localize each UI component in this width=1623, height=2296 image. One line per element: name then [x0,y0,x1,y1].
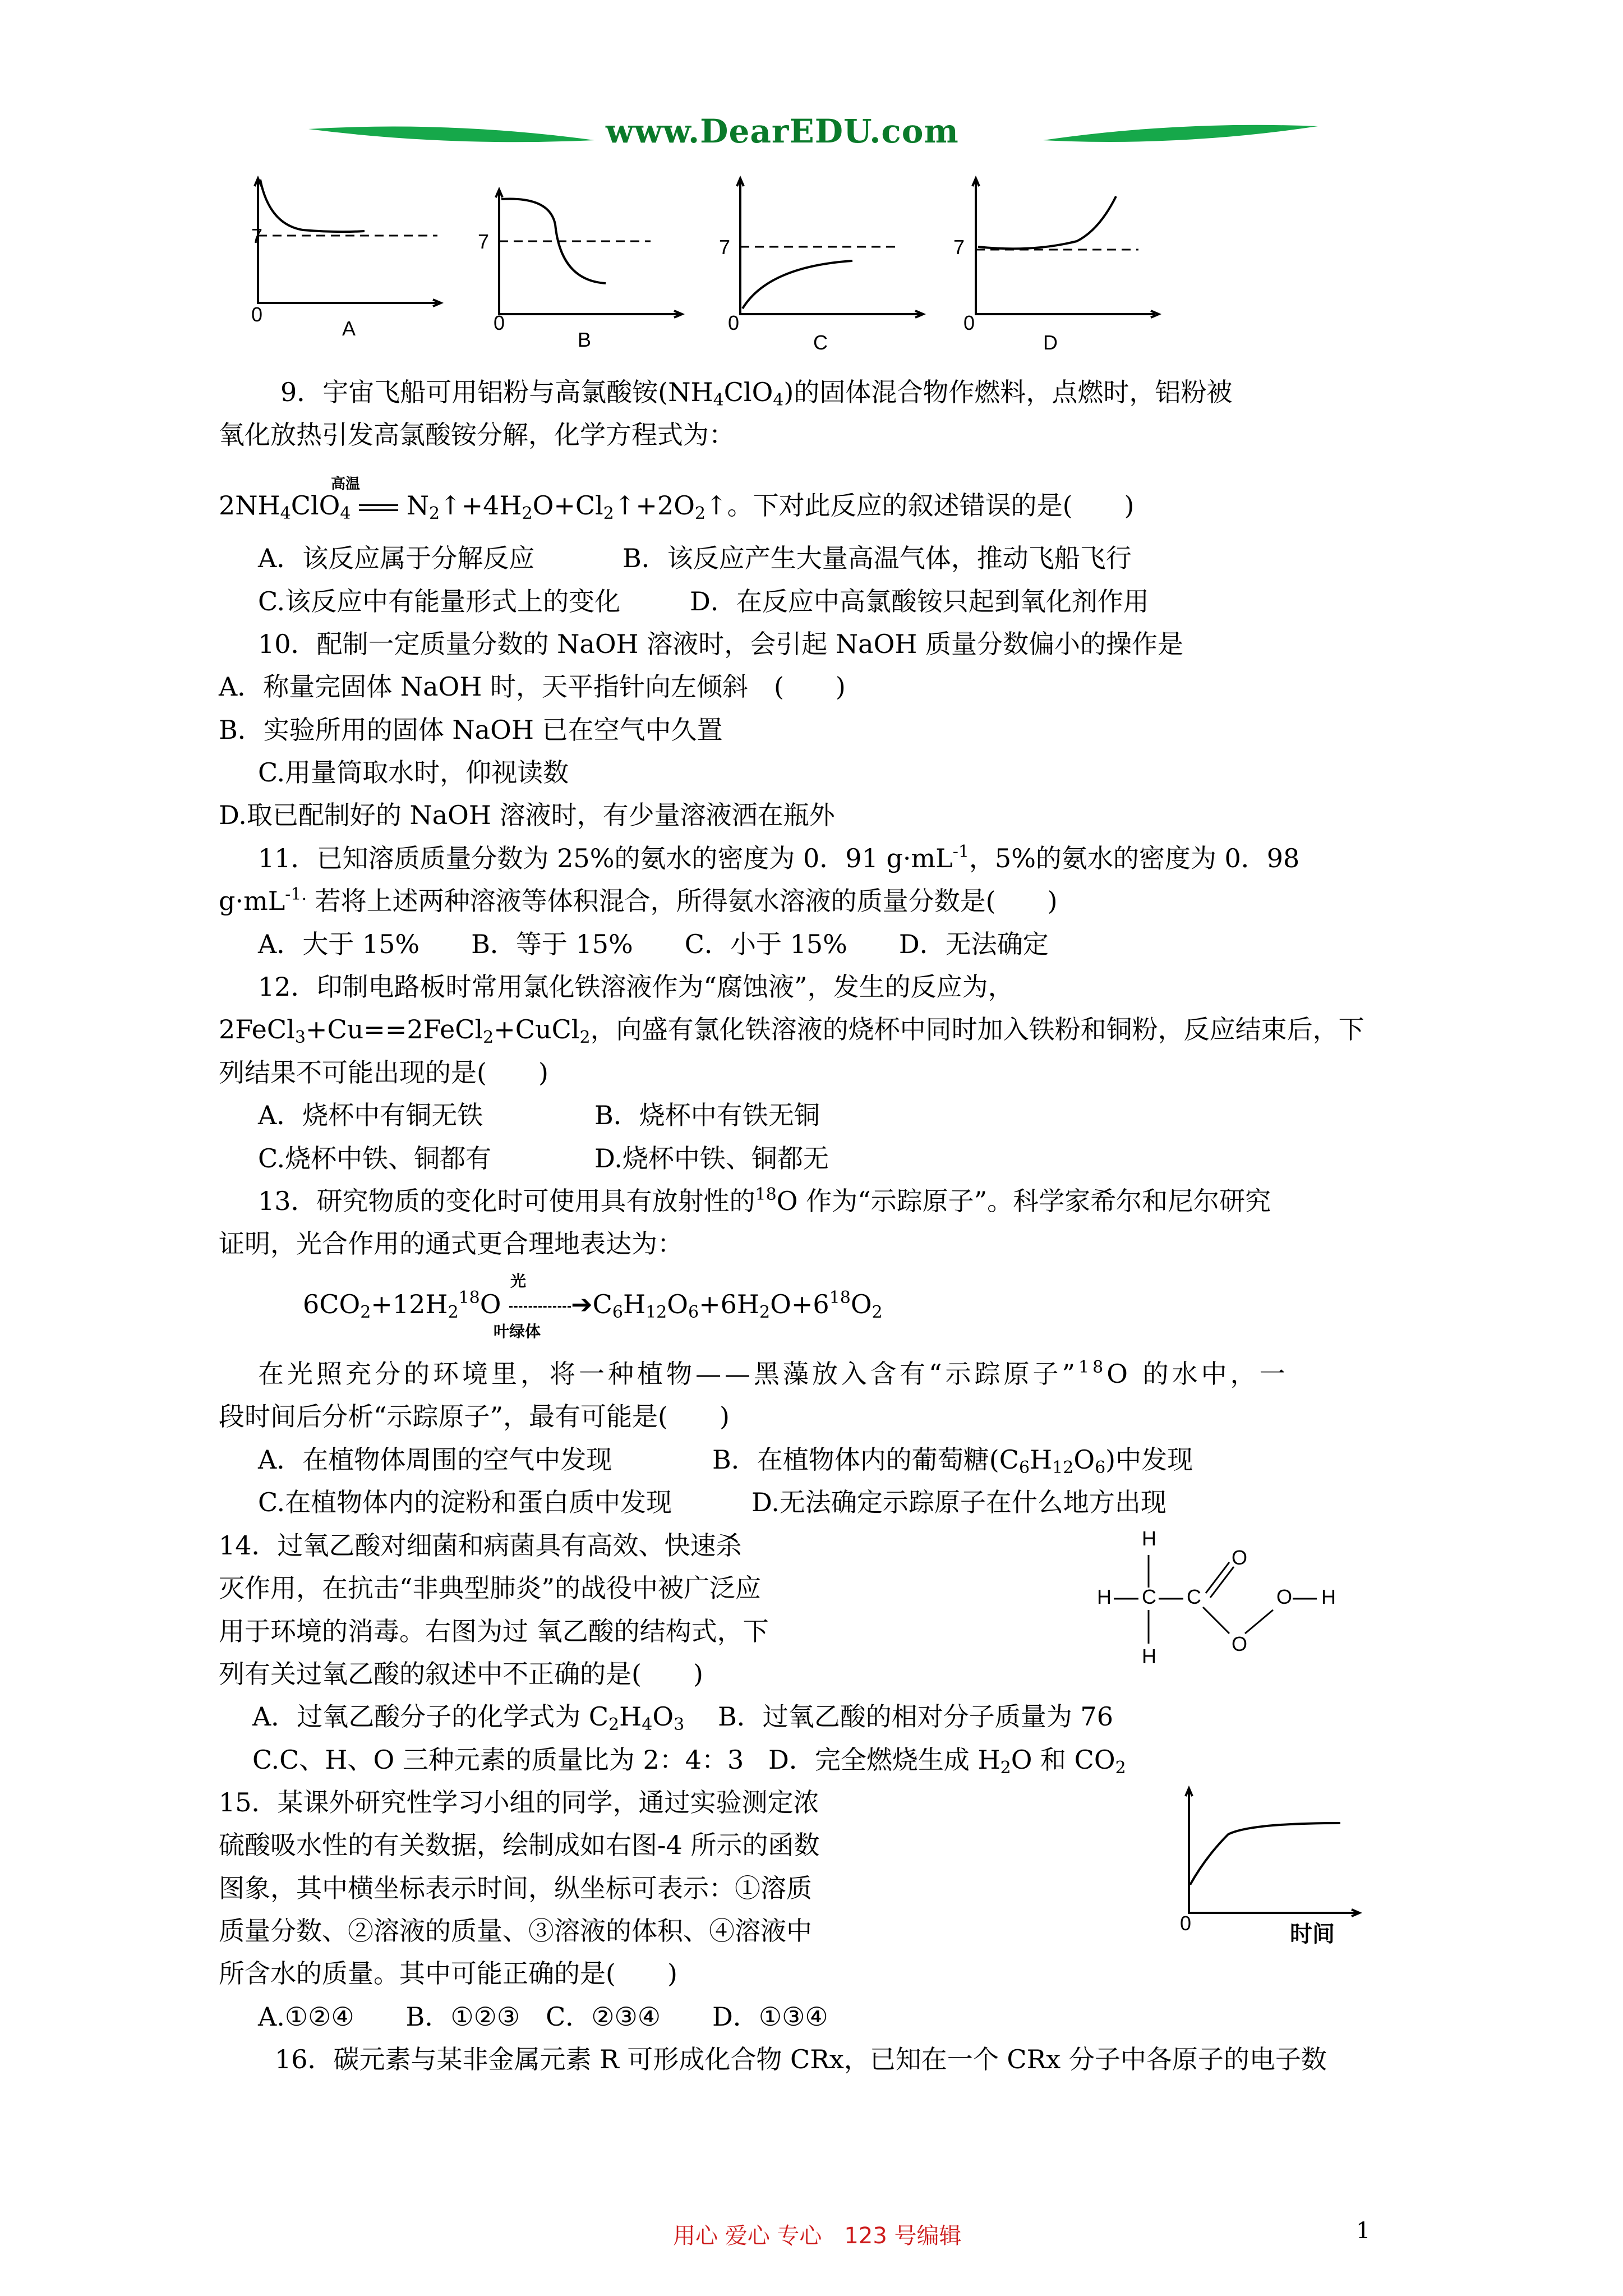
graph-d-origin: 0 [963,311,975,334]
q15-line4: 质量分数、②溶液的质量、③溶液的体积、④溶液中 [219,1916,812,1946]
page-number: 1 [1356,2218,1371,2244]
atom-o-hydroxyl: O [1276,1585,1293,1608]
q9-option-c: C.该反应中有能量形式上的变化 [258,586,621,616]
q9-option-a: A．该反应属于分解反应 [258,543,535,573]
q12-line1: 12．印制电路板时常用氯化铁溶液作为“腐蚀液”，发生的反应为， [258,972,1014,1002]
q15-line2: 硫酸吸水性的有关数据，绘制成如右图-4 所示的函数 [219,1830,820,1860]
q12-option-c: C.烧杯中铁、铜都有 [258,1143,492,1174]
q12-option-a: A．烧杯中有铜无铁 [258,1100,483,1130]
q14-line1: 14．过氧乙酸对细菌和病菌具有高效、快速杀 [219,1530,742,1561]
q9-option-d: D．在反应中高氯酸铵只起到氧化剂作用 [690,586,1149,616]
graph-c-y-label: 7 [719,236,731,259]
q11-line2: $g\cdot mL^{-1.}$ 若将上述两种溶液等体积混合，所得氨水溶液的质量分数是( ) [219,885,1058,916]
q12-option-b: B．烧杯中有铁无铜 [594,1100,820,1130]
footer-text: 用心 爱心 专心 123 号编辑 [673,2223,962,2249]
q11-line1: 11．已知溶质质量分数为 25%的氨水的密度为 0．91 $g\cdot mL^{-1}$，5%的氨水的密度为 0．98 [258,842,1300,873]
graph-a-caption: A [342,317,356,340]
q10-option-d: D.取已配制好的 NaOH 溶液时，有少量溶液洒在瓶外 [219,800,835,830]
ph-graphs [236,168,1413,359]
q13-option-b: B．在植物体内的葡萄糖$(C_6H_{12}O_6)$中发现 [712,1444,1193,1478]
q9-eq-condition: 高温 [331,476,361,493]
graph-a-origin: 0 [251,303,263,326]
q15-line3: 图象，其中横坐标表示时间，纵坐标可表示：①溶质 [219,1873,812,1903]
q15-options: A.①②④ B．①②③ C．②③④ D．①③④ [258,2001,828,2032]
q13-line2: 证明，光合作用的通式更合理地表达为： [219,1228,683,1259]
q13-para1: 在光照充分的环境里，将一种植物——黑藻放入含有“示踪原子”$^{18}$O 的水中，一 [258,1358,1289,1389]
q10-stem: 10．配制一定质量分数的 NaOH 溶液时，会引起 NaOH 质量分数偏小的操作是 [258,629,1184,659]
q14-option-c: C.C、H、O 三种元素的质量比为 2：4：3 [252,1745,744,1775]
q13-arrow-under: 叶绿体 [494,1322,541,1341]
figure-4-x-label: 时间 [1290,1921,1335,1947]
q13-option-c: C.在植物体内的淀粉和蛋白质中发现 [258,1487,672,1517]
q12-line3: 列结果不可能出现的是( ) [219,1057,548,1088]
q9-equation: $2NH_4ClO_4$ $N_2↑+4H_2O+Cl_2↑+2O_2↑$。下对此反应的叙述错误的是( ) [219,490,1135,523]
atom-c1: C [1142,1585,1156,1608]
site-logo-text: www.DearEDU.com [606,112,959,150]
graph-b-origin: 0 [494,311,505,334]
q14-option-d: D．完全燃烧生成 $H_2O$ 和 $CO_2$ [768,1745,1126,1778]
q14-option-a: A．过氧乙酸分子的化学式为 $C_2H_4O_3$ [252,1701,685,1734]
graph-c-origin: 0 [728,311,740,334]
graph-b-y-label: 7 [478,230,490,253]
q11-options: A．大于 15% B．等于 15% C．小于 15% D．无法确定 [258,929,1049,959]
atom-c2: C [1187,1585,1201,1608]
q13-line1: 13．研究物质的变化时可使用具有放射性的$^{18}$O 作为“示踪原子”。科学家希尔和尼尔研究 [258,1185,1271,1216]
q12-line2: 2FeCl$_3$+Cu==2FeCl$_2$+CuCl$_2$，向盛有氯化铁溶液的烧杯中同时加入铁粉和铜粉，反应结束后，下 [219,1014,1364,1047]
atom-h-right: H [1321,1585,1336,1608]
atom-o-bridge: O [1232,1632,1248,1655]
q16-line1: 16．碳元素与某非金属元素 R 可形成化合物 CRx，已知在一个 CRx 分子中各原子的电子数 [275,2044,1327,2074]
graph-c-caption: C [813,331,828,354]
q13-arrow-over: 光 [510,1272,527,1290]
graph-a-y-label: 7 [251,224,263,247]
q10-option-b: B．实验所用的固体 NaOH 已在空气中久置 [219,715,723,745]
q14-line3: 用于环境的消毒。右图为过 氧乙酸的结构式，下 [219,1616,769,1646]
q13-option-d: D.无法确定示踪原子在什么地方出现 [751,1487,1166,1517]
q10-option-c: C.用量筒取水时，仰视读数 [258,757,569,788]
figure-4-graph [1172,1784,1374,1930]
atom-o-carbonyl: O [1232,1546,1248,1569]
q15-line1: 15．某课外研究性学习小组的同学，通过实验测定浓 [219,1787,819,1818]
q9-option-b: B．该反应产生大量高温气体，推动飞船飞行 [623,543,1132,573]
atom-h-bottom: H [1142,1645,1156,1668]
q13-option-a: A．在植物体周围的空气中发现 [258,1444,612,1475]
graph-d-caption: D [1043,331,1058,354]
q14-option-b: B．过氧乙酸的相对分子质量为 76 [718,1701,1113,1732]
atom-h-left: H [1097,1585,1112,1608]
q14-line2: 灭作用，在抗击“非典型肺炎”的战役中被广泛应 [219,1573,762,1603]
header-banner [0,0,1623,180]
q10-option-a: A．称量完固体 NaOH 时，天平指针向左倾斜 ( ) [219,671,846,702]
q14-line4: 列有关过氧乙酸的叙述中不正确的是( ) [219,1659,703,1689]
graph-b-caption: B [578,328,592,351]
q13-equation: $6CO_2+12H_2^{18}O$ $➔C_6H_{12}O_6+6H_2O+6^{18}O_2$ [303,1288,883,1322]
q13-para2: 段时间后分析“示踪原子”，最有可能是( ) [219,1401,730,1432]
q15-line5: 所含水的质量。其中可能正确的是( ) [219,1958,677,1989]
q9-line1: 9．宇宙飞船可用铝粉与高氯酸铵$(NH_4ClO_4)$的固体混合物作燃料，点燃时，铝粉被 [280,377,1233,410]
atom-h-top: H [1142,1527,1156,1550]
q12-option-d: D.烧杯中铁、铜都无 [594,1143,829,1174]
q9-line2: 氧化放热引发高氯酸铵分解，化学方程式为： [219,420,735,450]
graph-d-y-label: 7 [953,236,965,259]
figure-4-origin: 0 [1180,1912,1192,1935]
